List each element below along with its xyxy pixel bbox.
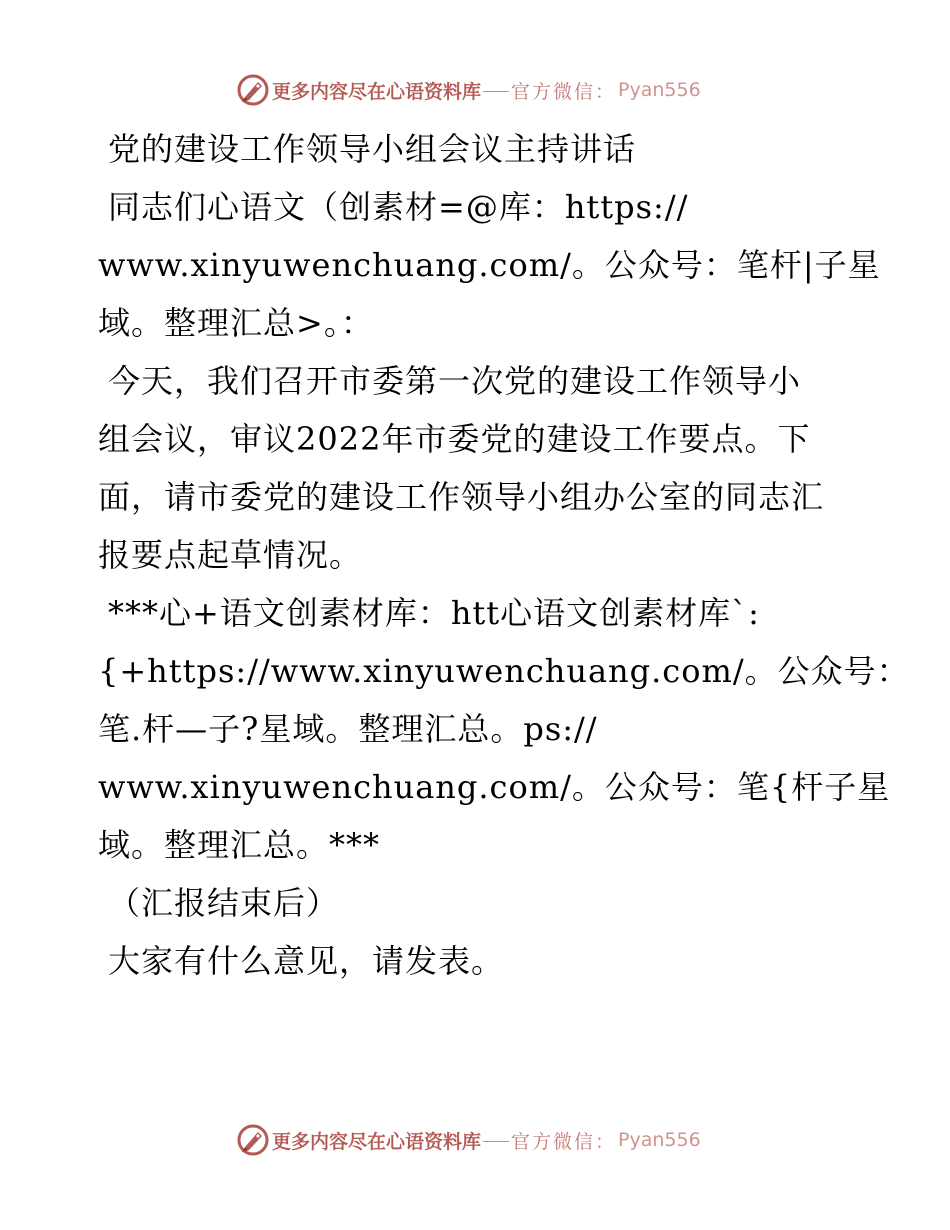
paragraph-line: 同志们心语文（创素材=@库：https:// <box>108 188 689 226</box>
paragraph-line: 今天，我们召开市委第一次党的建设工作领导小 <box>108 362 802 400</box>
paragraph-3 <box>98 584 910 874</box>
paragraph-line: 报要点起草情况。 <box>98 536 363 574</box>
paragraph-line: 组会议，审议2022年市委党的建设工作要点。下 <box>98 420 811 458</box>
document-body <box>98 120 910 990</box>
pen-nib-logo-icon <box>236 1123 270 1157</box>
watermark-banner-top <box>236 70 701 110</box>
watermark-account: Pyan556 <box>618 1129 701 1151</box>
watermark-brand-text: 更多内容尽在心语资料库 <box>272 1130 482 1153</box>
document-title: 党的建设工作领导小组会议主持讲话 <box>108 130 637 168</box>
paragraph-line: www.xinyuwenchuang.com/。公众号：笔{杆子星 <box>98 768 891 806</box>
paragraph-line: www.xinyuwenchuang.com/。公众号：笔杆|子星 <box>98 246 881 284</box>
paragraph-line: 笔.杆—子?星域。整理汇总。ps:// <box>98 710 598 748</box>
watermark-dash <box>483 91 509 92</box>
paragraph-line: 面，请市委党的建设工作领导小组办公室的同志汇 <box>98 478 825 516</box>
paragraph-line: {+https://www.xinyuwenchuang.com/。公众号： <box>98 652 910 690</box>
pen-nib-logo-icon <box>236 73 270 107</box>
paragraph-4: （汇报结束后） <box>108 884 340 922</box>
watermark-brand-text: 更多内容尽在心语资料库 <box>272 80 482 103</box>
watermark-wechat-label: 官方微信： <box>511 1130 617 1153</box>
watermark-account: Pyan556 <box>618 79 701 101</box>
paragraph-line: ***心+语文创素材库：htt心语文创素材库`: <box>108 594 760 632</box>
watermark-wechat-label: 官方微信： <box>511 80 617 103</box>
paragraph-5: 大家有什么意见，请发表。 <box>108 942 505 980</box>
watermark-banner-bottom <box>236 1120 701 1160</box>
paragraph-1 <box>98 178 881 352</box>
watermark-dash <box>483 1141 509 1142</box>
paragraph-2 <box>98 352 858 584</box>
paragraph-line: 域。整理汇总。*** <box>98 826 381 864</box>
paragraph-line: 域。整理汇总>。： <box>98 304 374 342</box>
